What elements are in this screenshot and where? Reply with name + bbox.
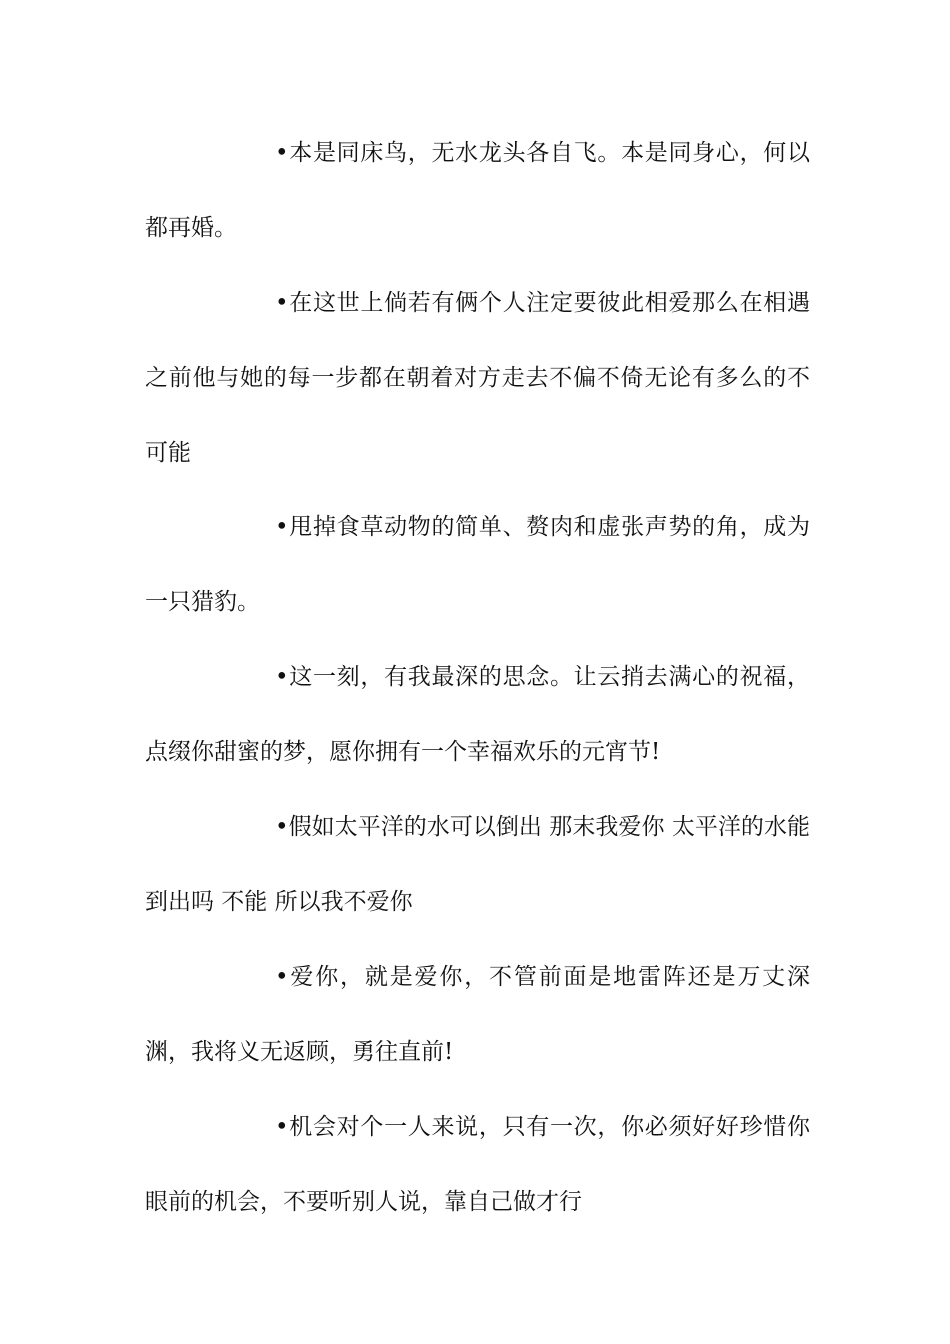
paragraph-1: •本是同床鸟，无水龙头各自飞。本是同身心，何以都再婚。 bbox=[145, 140, 810, 241]
paragraph-3: •甩掉食草动物的简单、赘肉和虚张声势的角，成为一只猎豹。 bbox=[145, 514, 810, 615]
paragraph-7: •机会对个一人来说，只有一次，你必须好好珍惜你眼前的机会，不要听别人说，靠自己做才行 bbox=[145, 1114, 810, 1215]
paragraph-5: •假如太平洋的水可以倒出 那末我爱你 太平洋的水能到出吗 不能 所以我不爱你 bbox=[145, 814, 810, 915]
paragraph-6: •爱你，就是爱你，不管前面是地雷阵还是万丈深渊，我将义无返顾，勇往直前! bbox=[145, 964, 810, 1065]
paragraph-2: •在这世上倘若有俩个人注定要彼此相爱那么在相遇之前他与她的每一步都在朝着对方走去不偏不倚无论有多么的不可能 bbox=[145, 290, 810, 466]
paragraph-4: •这一刻，有我最深的思念。让云捎去满心的祝福，点缀你甜蜜的梦，愿你拥有一个幸福欢乐的元宵节! bbox=[145, 664, 810, 765]
